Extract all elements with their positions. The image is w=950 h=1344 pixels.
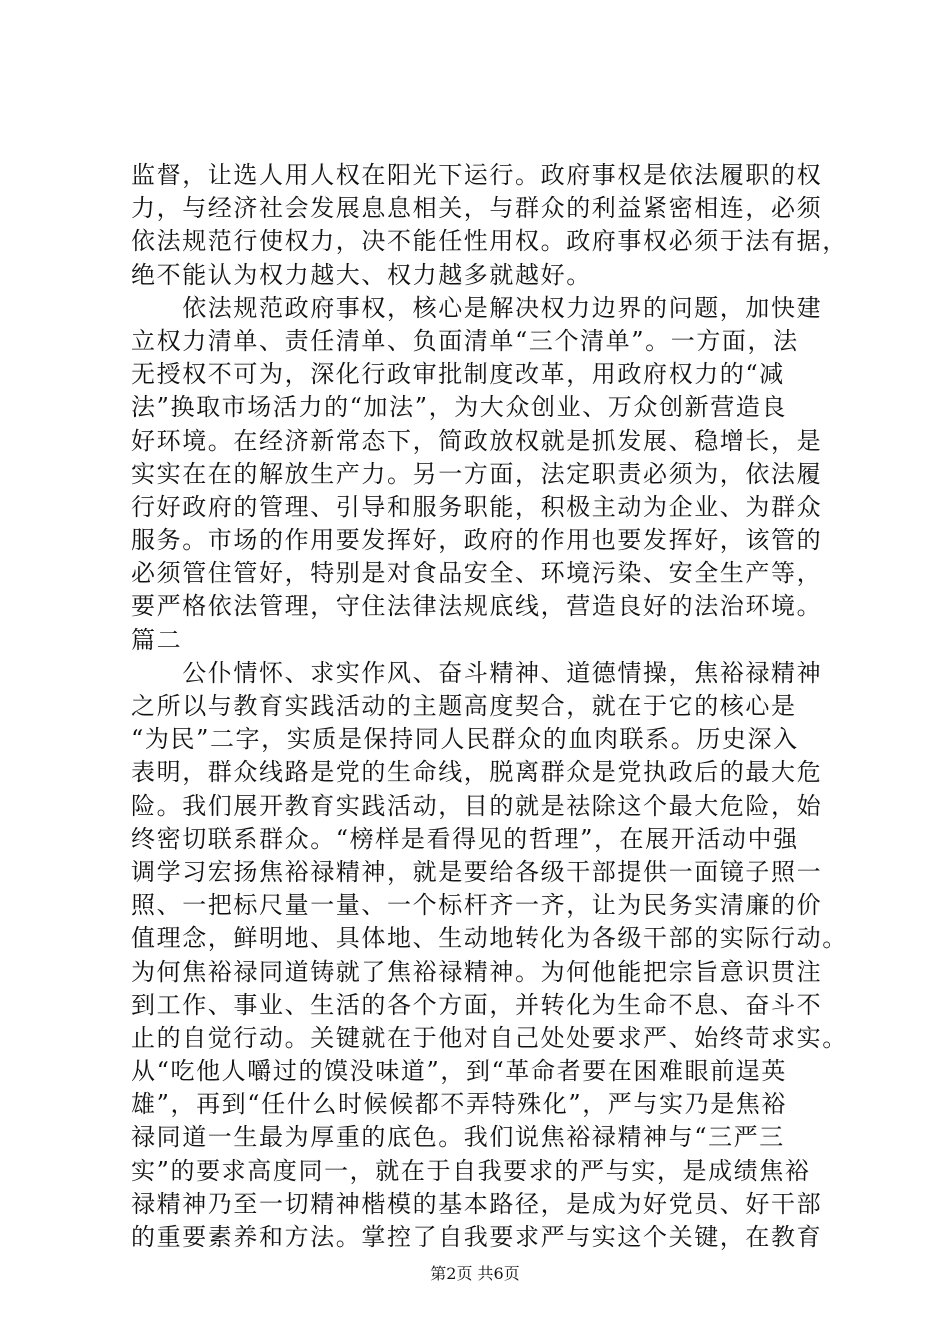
text-line: 立权力清单、责任清单、负面清单“三个清单”。一方面，法 <box>131 326 799 355</box>
text-line: 止的自觉行动。关键就在于他对自己处处要求严、始终苛求实。 <box>131 1023 848 1052</box>
text-line: 实”的要求高度同一，就在于自我要求的严与实，是成绩焦裕 <box>131 1156 811 1185</box>
text-line: 依法规范政府事权，核心是解决权力边界的问题，加快建 <box>131 293 823 322</box>
text-line: 值理念，鲜明地、具体地、生动地转化为各级干部的实际行动。 <box>131 924 848 953</box>
text-line: 好环境。在经济新常态下，简政放权就是抓发展、稳增长，是 <box>131 426 823 455</box>
section-heading: 篇二 <box>131 625 183 654</box>
text-line: 终密切联系群众。“榜样是看得见的哲理”，在展开活动中强 <box>131 824 799 853</box>
text-line: “为民”二字，实质是保持同人民群众的血肉联系。历史深入 <box>131 725 799 754</box>
page-footer <box>0 1264 950 1284</box>
text-line: 之所以与教育实践活动的主题高度契合，就在于它的核心是 <box>131 692 797 720</box>
text-line: 无授权不可为，深化行政审批制度改革，用政府权力的“减 <box>131 360 785 389</box>
text-line: 的重要素养和方法。掌控了自我要求严与实这个关键，在教育 <box>131 1223 823 1251</box>
text-line: 要严格依法管理，守住法律法规底线，营造良好的法治环境。 <box>131 592 823 621</box>
text-line: 为何焦裕禄同道铸就了焦裕禄精神。为何他能把宗旨意识贯注 <box>131 957 823 986</box>
document-body <box>131 159 848 1254</box>
text-line: 表明，群众线路是党的生命线，脱离群众是党执政后的最大危 <box>131 758 823 787</box>
text-line: 险。我们展开教育实践活动，目的就是祛除这个最大危险，始 <box>131 791 823 820</box>
text-line: 力，与经济社会发展息息相关，与群众的利益紧密相连，必须 <box>131 194 823 223</box>
page-number: 第2页 共6页 <box>430 1264 520 1283</box>
text-line: 监督，让选人用人权在阳光下运行。政府事权是依法履职的权 <box>131 161 823 189</box>
text-line: 禄同道一生最为厚重的底色。我们说焦裕禄精神与“三严三 <box>131 1123 785 1152</box>
text-line: 绝不能认为权力越大、权力越多就越好。 <box>131 260 592 289</box>
text-line: 公仆情怀、求实作风、奋斗精神、道德情操，焦裕禄精神 <box>131 658 823 687</box>
text-line: 实实在在的解放生产力。另一方面，法定职责必须为，依法履 <box>131 459 823 488</box>
text-line: 雄”，再到“任什么时候候都不弄特殊化”，严与实乃是焦裕 <box>131 1090 788 1119</box>
text-line: 服务。市场的作用要发挥好，政府的作用也要发挥好，该管的 <box>131 526 823 555</box>
text-line: 行好政府的管理、引导和服务职能，积极主动为企业、为群众 <box>131 492 823 521</box>
text-line: 调学习宏扬焦裕禄精神，就是要给各级干部提供一面镜子照一 <box>131 857 823 886</box>
text-line: 法”换取市场活力的“加法”，为大众创业、万众创新营造良 <box>131 393 788 422</box>
text-line: 依法规范行使权力，决不能任性用权。政府事权必须于法有据， <box>131 227 848 256</box>
text-line: 必须管住管好，特别是对食品安全、环境污染、安全生产等， <box>131 559 823 588</box>
text-line: 到工作、事业、生活的各个方面，并转化为生命不息、奋斗不 <box>131 990 823 1019</box>
text-line: 从“吃他人嚼过的馍没味道”，到“革命者要在困难眼前逞英 <box>131 1057 788 1086</box>
text-line: 禄精神乃至一切精神楷模的基本路径，是成为好党员、好干部 <box>131 1189 823 1218</box>
text-line: 照、一把标尺量一量、一个标杆齐一齐，让为民务实清廉的价 <box>131 891 823 920</box>
